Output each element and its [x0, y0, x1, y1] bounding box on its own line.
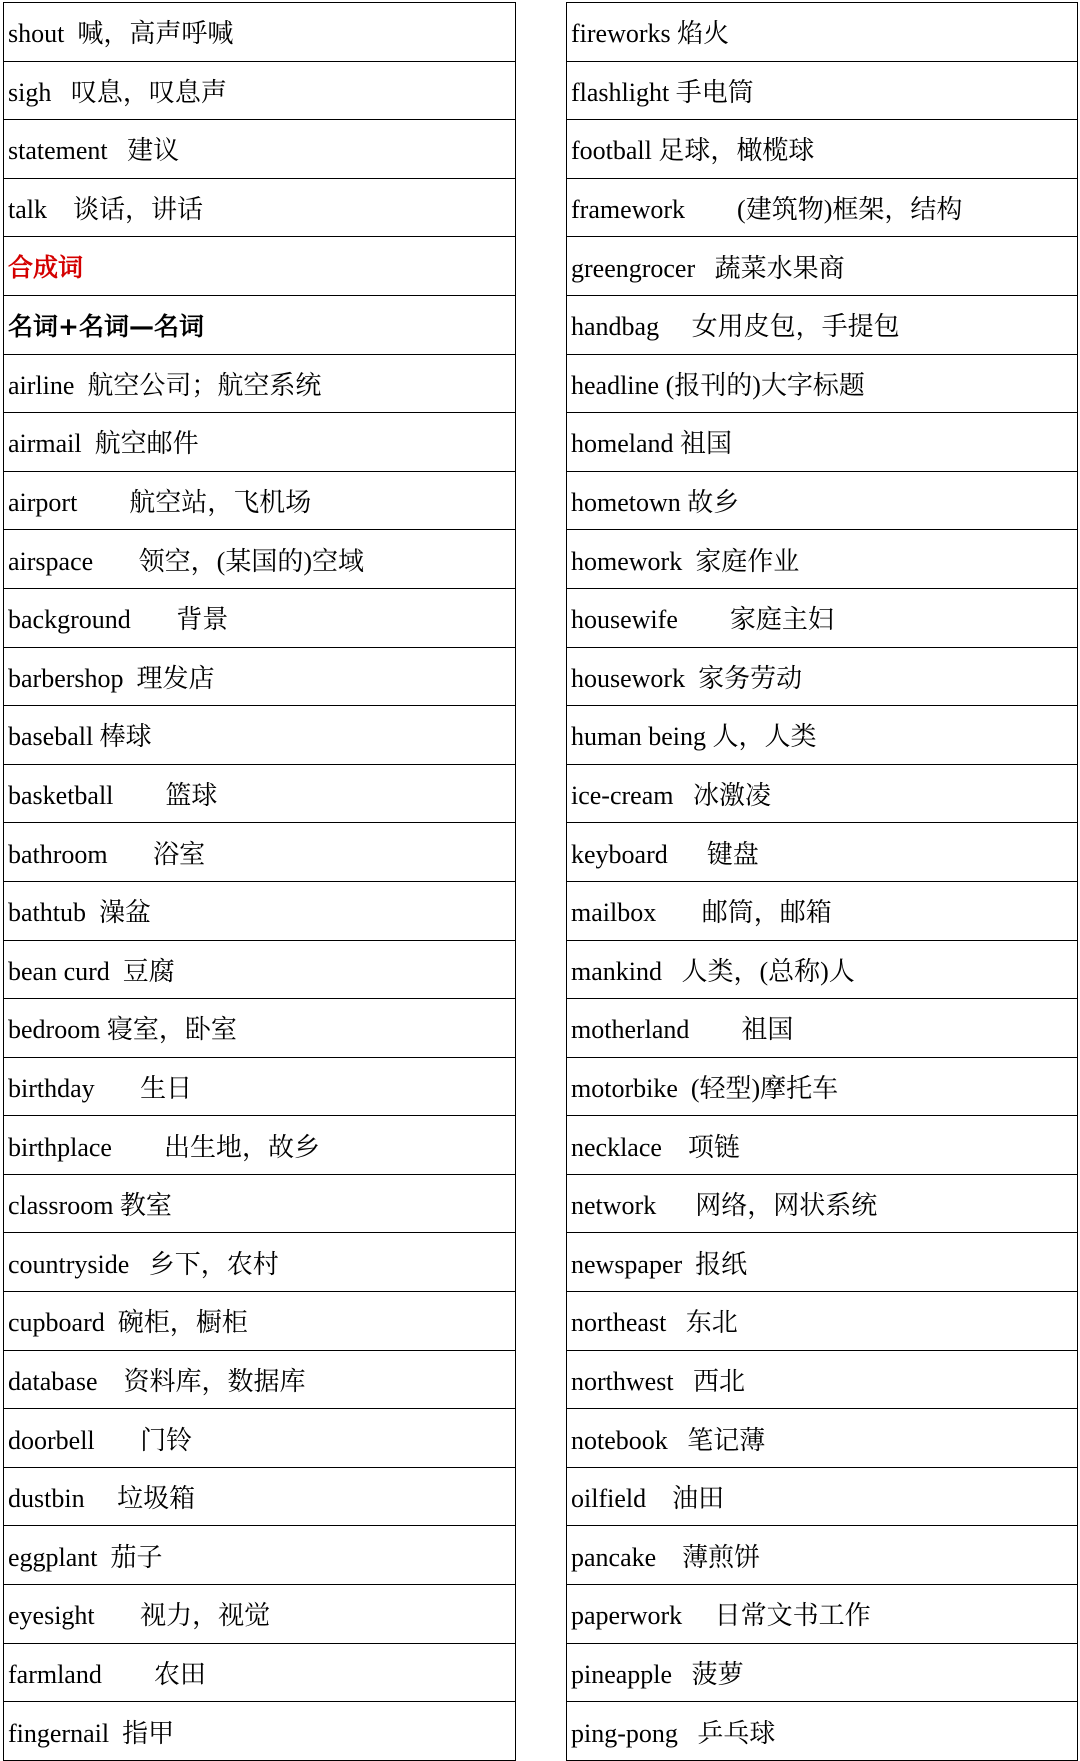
- vocab-entry: talk 谈话，讲话: [4, 178, 516, 237]
- vocab-entry: northeast 东北: [567, 1292, 1078, 1351]
- table-row: [4, 764, 516, 823]
- vocab-entry: keyboard 键盘: [567, 823, 1078, 882]
- vocab-entry: bean curd 豆腐: [4, 940, 516, 999]
- vocab-entry: necklace 项链: [567, 1116, 1078, 1175]
- table-row: [567, 1057, 1078, 1116]
- vocab-entry: barbershop 理发店: [4, 647, 516, 706]
- table-row: [4, 881, 516, 940]
- vocab-entry: ping-pong 乒乓球: [567, 1702, 1078, 1761]
- vocab-entry: airspace 领空，(某国的)空域: [4, 530, 516, 589]
- vocab-entry: dustbin 垃圾箱: [4, 1467, 516, 1526]
- table-row: [567, 178, 1078, 237]
- table-row: [567, 120, 1078, 179]
- table-row: [567, 413, 1078, 472]
- vocab-entry: baseball 棒球: [4, 706, 516, 765]
- table-row: [567, 1174, 1078, 1233]
- vocab-entry: mankind 人类，(总称)人: [567, 940, 1078, 999]
- vocab-entry: fireworks 焰火: [567, 3, 1078, 62]
- vocab-entry: homeland 祖国: [567, 413, 1078, 472]
- vocab-table-left-body: [4, 3, 516, 1761]
- vocab-entry: database 资料库，数据库: [4, 1350, 516, 1409]
- vocab-table-right-body: [567, 3, 1078, 1761]
- table-row: [567, 706, 1078, 765]
- table-row: [567, 471, 1078, 530]
- table-row: [4, 1174, 516, 1233]
- table-row: [4, 1409, 516, 1468]
- vocab-entry: bathroom 浴室: [4, 823, 516, 882]
- table-row: [4, 1057, 516, 1116]
- vocab-entry: airmail 航空邮件: [4, 413, 516, 472]
- table-row: [567, 1526, 1078, 1585]
- table-row: [567, 1292, 1078, 1351]
- table-row: [4, 1585, 516, 1644]
- table-row: [567, 940, 1078, 999]
- table-row: [4, 1643, 516, 1702]
- vocab-entry: housework 家务劳动: [567, 647, 1078, 706]
- table-row: [567, 1585, 1078, 1644]
- vocab-entry: paperwork 日常文书工作: [567, 1585, 1078, 1644]
- vocab-entry: motorbike (轻型)摩托车: [567, 1057, 1078, 1116]
- vocab-table-left: [3, 2, 516, 1761]
- vocab-entry: housewife 家庭主妇: [567, 588, 1078, 647]
- table-row: [567, 588, 1078, 647]
- vocab-entry: farmland 农田: [4, 1643, 516, 1702]
- table-row: [567, 999, 1078, 1058]
- vocab-entry: basketball 篮球: [4, 764, 516, 823]
- table-row: [4, 1116, 516, 1175]
- vocab-entry: pancake 薄煎饼: [567, 1526, 1078, 1585]
- vocab-entry: eggplant 茄子: [4, 1526, 516, 1585]
- vocab-entry: statement 建议: [4, 120, 516, 179]
- table-row: [567, 1467, 1078, 1526]
- vocab-entry: eyesight 视力，视觉: [4, 1585, 516, 1644]
- vocab-entry: homework 家庭作业: [567, 530, 1078, 589]
- vocab-entry: background 背景: [4, 588, 516, 647]
- table-row: [567, 530, 1078, 589]
- vocab-entry: football 足球，橄榄球: [567, 120, 1078, 179]
- vocab-entry: motherland 祖国: [567, 999, 1078, 1058]
- table-row: [4, 3, 516, 62]
- vocab-entry: countryside 乡下，农村: [4, 1233, 516, 1292]
- vocab-entry: human being 人，人类: [567, 706, 1078, 765]
- vocab-entry: classroom 教室: [4, 1174, 516, 1233]
- vocab-entry: headline (报刊的)大字标题: [567, 354, 1078, 413]
- table-row: [4, 530, 516, 589]
- table-row: [567, 61, 1078, 120]
- table-row: [4, 120, 516, 179]
- table-row: [4, 471, 516, 530]
- table-row: [4, 588, 516, 647]
- vocab-entry: sigh 叹息，叹息声: [4, 61, 516, 120]
- vocab-entry: newspaper 报纸: [567, 1233, 1078, 1292]
- vocab-entry: birthplace 出生地，故乡: [4, 1116, 516, 1175]
- table-row: [4, 940, 516, 999]
- vocab-entry: birthday 生日: [4, 1057, 516, 1116]
- vocab-entry: oilfield 油田: [567, 1467, 1078, 1526]
- table-row: [567, 354, 1078, 413]
- table-row: [567, 1233, 1078, 1292]
- vocab-entry: framework (建筑物)框架，结构: [567, 178, 1078, 237]
- vocab-entry: bathtub 澡盆: [4, 881, 516, 940]
- vocab-entry: northwest 西北: [567, 1350, 1078, 1409]
- vocab-entry: ice-cream 冰激凌: [567, 764, 1078, 823]
- subsection-heading: 名词+名词—名词: [4, 295, 516, 354]
- vocab-entry: airport 航空站，飞机场: [4, 471, 516, 530]
- table-row: [4, 706, 516, 765]
- table-row: [567, 1643, 1078, 1702]
- table-row: [4, 413, 516, 472]
- table-row: [4, 237, 516, 296]
- vocab-entry: fingernail 指甲: [4, 1702, 516, 1761]
- vocab-entry: doorbell 门铃: [4, 1409, 516, 1468]
- table-row: [4, 1292, 516, 1351]
- table-row: [4, 295, 516, 354]
- table-row: [4, 823, 516, 882]
- vocab-entry: notebook 笔记薄: [567, 1409, 1078, 1468]
- table-row: [567, 237, 1078, 296]
- table-row: [4, 1526, 516, 1585]
- table-row: [4, 61, 516, 120]
- table-row: [4, 647, 516, 706]
- table-row: [567, 823, 1078, 882]
- vocab-entry: network 网络，网状系统: [567, 1174, 1078, 1233]
- vocab-entry: greengrocer 蔬菜水果商: [567, 237, 1078, 296]
- table-row: [567, 3, 1078, 62]
- table-row: [4, 999, 516, 1058]
- vocab-entry: mailbox 邮筒，邮箱: [567, 881, 1078, 940]
- table-row: [567, 764, 1078, 823]
- table-row: [567, 1350, 1078, 1409]
- vocab-entry: flashlight 手电筒: [567, 61, 1078, 120]
- table-row: [567, 881, 1078, 940]
- table-row: [4, 354, 516, 413]
- table-row: [567, 1702, 1078, 1761]
- vocab-entry: bedroom 寝室，卧室: [4, 999, 516, 1058]
- table-row: [4, 1233, 516, 1292]
- table-row: [567, 1116, 1078, 1175]
- table-row: [4, 178, 516, 237]
- table-row: [4, 1467, 516, 1526]
- table-row: [567, 647, 1078, 706]
- vocab-entry: handbag 女用皮包，手提包: [567, 295, 1078, 354]
- table-row: [4, 1702, 516, 1761]
- section-heading: 合成词: [4, 237, 516, 296]
- vocab-entry: hometown 故乡: [567, 471, 1078, 530]
- vocab-table-right: [566, 2, 1078, 1761]
- table-row: [4, 1350, 516, 1409]
- vocab-entry: shout 喊，高声呼喊: [4, 3, 516, 62]
- table-row: [567, 295, 1078, 354]
- vocab-entry: cupboard 碗柜，橱柜: [4, 1292, 516, 1351]
- table-row: [567, 1409, 1078, 1468]
- vocab-entry: airline 航空公司；航空系统: [4, 354, 516, 413]
- vocab-entry: pineapple 菠萝: [567, 1643, 1078, 1702]
